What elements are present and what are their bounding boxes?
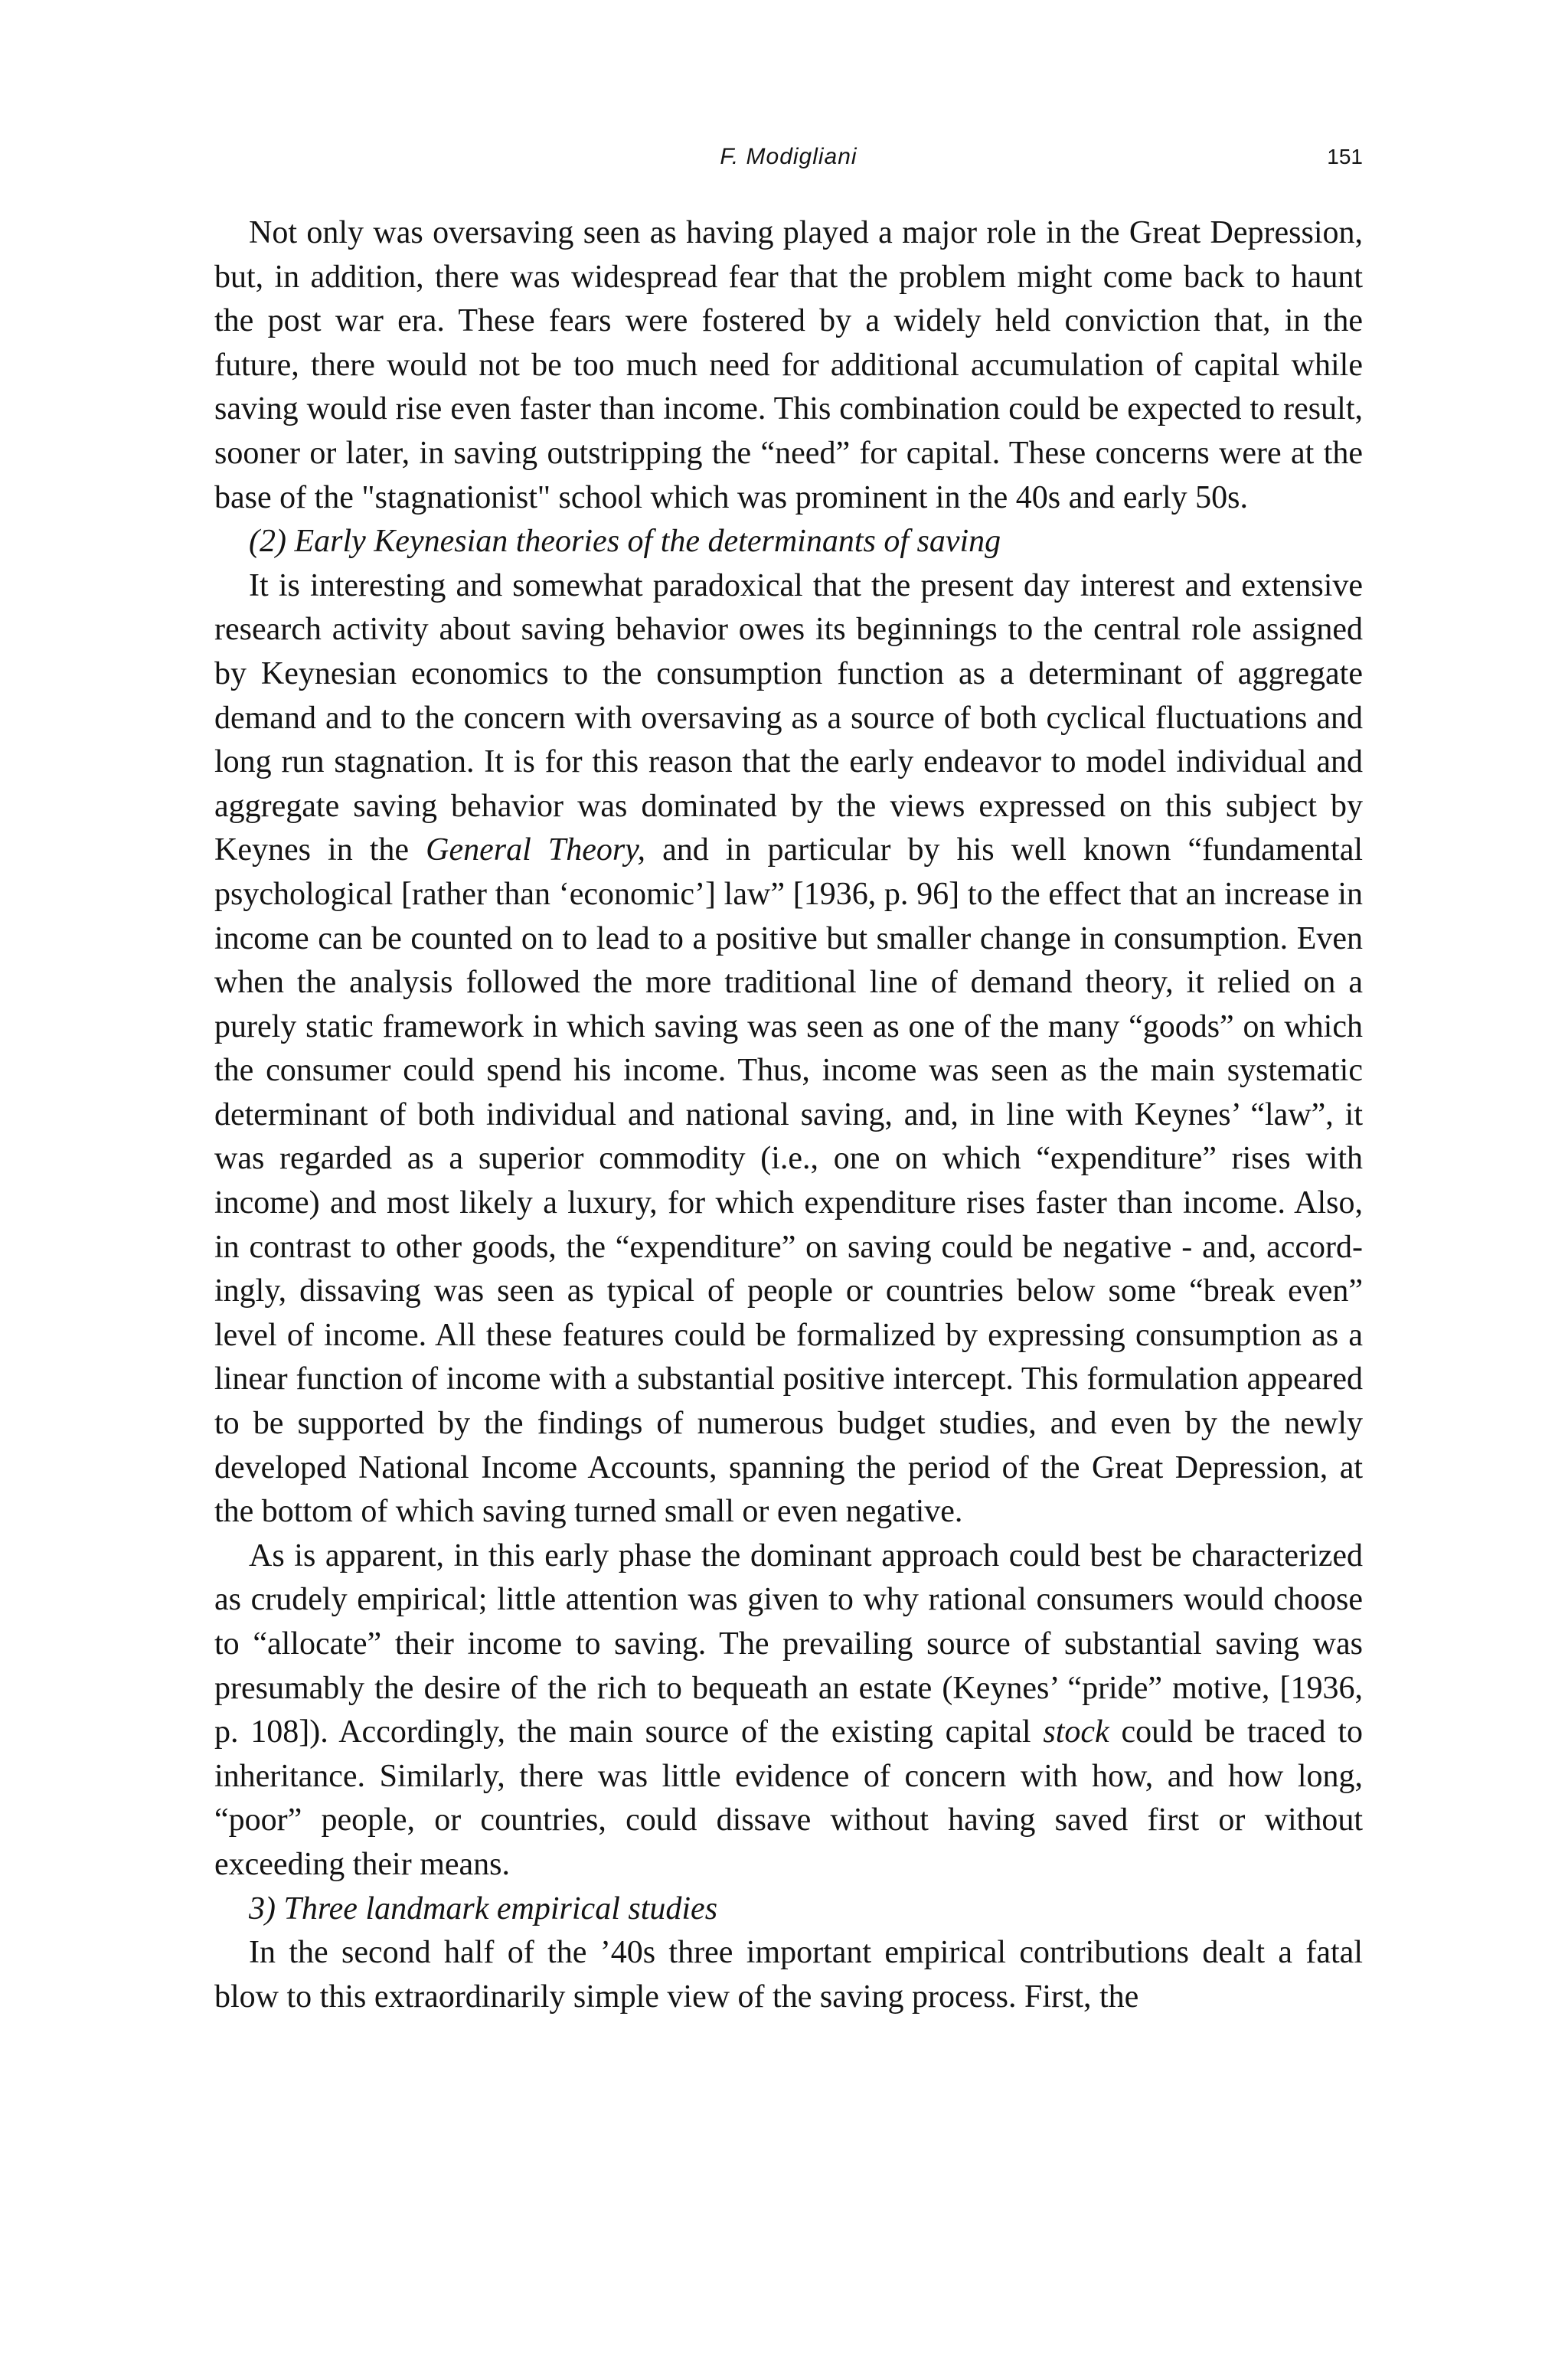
section-heading-early-keynesian: (2) Early Keynesian theories of the determinants of saving — [249, 524, 1001, 560]
paragraph-early-phase-part1: As is apparent, in this early phase the dominant approach could best be characterized as crudely empirical; little attention was given to why rational consumers would choose to “allocate” their income to saving. The prevailing source of substantial saving was presumably the desire of the rich to bequeath an estate (Keynes’ “pride” motive, [1936, p. 108]). Accordingly, the main source of the existing capital — [214, 1538, 1363, 1750]
page-number: 151 — [1327, 145, 1363, 168]
paragraph-keynesian-part1: It is interesting and somewhat paradoxical that the present day interest and extensive research activity about saving behavior owes its beginnings to the central role assigned by Keynesian economics to the consumption function as a determinant of aggregate demand and to the concern with oversaving as a source of both cyclical fluctuations and long run stagnation. It is for this reason that the early endeavor to model individual and aggregate saving behavior was dominated by the views expressed on this subject by Keynes in the — [214, 567, 1363, 868]
paragraph-keynesian-part2: and in particular by his well known “fundamental psychological [rather than ‘economic’] law” [1936, p. 96] to the effect that an increase in income can be counted on to lead to a positive but smaller change in consumption. Even when the analysis followed the more traditional line of demand theory, it relied on a purely static framework in which saving was seen as one of the many “goods” on which the consumer could spend his income. Thus, income was seen as the main systematic determinant of both individual and national saving, and, in line with Keynes’ “law”, it was regarded as a superior commodity (i.e., one on which “expenditure” rises with income) and most likely a luxury, for which expenditure rises faster than income. Also, in contrast to other goods, the “expenditure” on saving could be negative - and, accordingly, dissaving was seen as typical of people or countries below some “break even” level of income. All these features could be formalized by expressing consumption as a linear function of income with a substantial positive intercept. This formulation appeared to be supported by the findings of numerous budget studies, and even by the newly developed National Income Accounts, spanning the period of the Great Depression, at the bottom of which saving turned small or even negative. — [214, 832, 1364, 1530]
section-heading-landmark-studies: 3) Three landmark empirical studies — [249, 1890, 718, 1926]
running-head-author: F. Modigliani — [720, 144, 858, 169]
paragraph-oversaving: Not only was oversaving seen as having played a major role in the Great Depression, but, in addition, there was widespread fear that the problem might come back to haunt the post war era. These fears were fostered by a widely held conviction that, in the future, there would not be too much need for additional accumulation of capital while saving would rise even faster than income. This combination could be expected to result, sooner or later, in saving outstripping the “need” for capital. These concerns were at the base of the "stagnationist" school which was prominent in the 40s and early 50s. — [214, 215, 1363, 515]
paragraph-keynesian-theories — [214, 564, 1363, 1534]
stock-emphasis: stock — [1043, 1714, 1109, 1750]
body-text — [214, 211, 1363, 2019]
paragraph-landmark-studies: In the second half of the ’40s three important empirical contributions dealt a fatal blow to this extraordinarily simple view of the saving process. First, the — [214, 1935, 1363, 2015]
paragraph-early-phase — [214, 1534, 1363, 1887]
paragraph-early-phase-part2: could be traced to inheritance. Similarly, there was little evidence of concern with how, and how long, “poor” people, or countries, could dissave without having saved first or without exceeding their means. — [214, 1714, 1364, 1882]
general-theory-title: General Theory, — [426, 832, 646, 868]
running-head — [214, 138, 1363, 176]
